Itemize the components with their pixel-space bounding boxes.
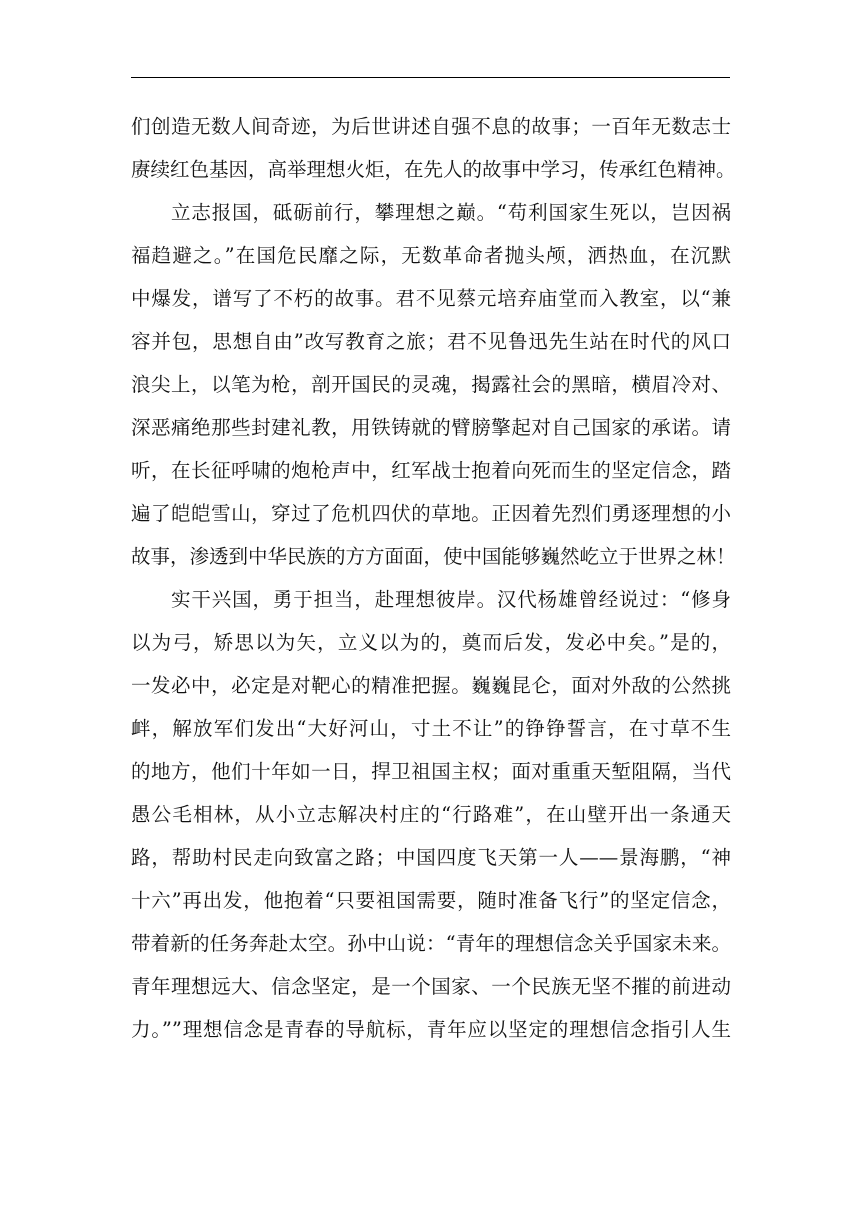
text-line: 一发必中，必定是对靶心的精准把握。巍巍昆仑，面对外敌的公然挑 [131,674,731,697]
text-line: 中爆发，谱写了不朽的故事。君不见蔡元培弃庙堂而入教室，以“兼 [131,287,731,310]
text-line: 听，在长征呼啸的炮枪声中，红军战士抱着向死而生的坚定信念，踏 [131,459,731,482]
text-line: 们创造无数人间奇迹，为后世讲述自强不息的故事；一百年无数志士 [131,115,731,138]
text-line: 故事，渗透到中华民族的方方面面，使中国能够巍然屹立于世界之林！ [131,545,736,568]
text-line: 路，帮助村民走向致富之路；中国四度飞天第一人——景海鹏，“神 [131,846,731,869]
text-line: 十六”再出发，他抱着“只要祖国需要，随时准备飞行”的坚定信念， [131,889,731,912]
text-line: 深恶痛绝那些封建礼教，用铁铸就的臂膀擎起对自己国家的承诺。请 [131,416,731,439]
text-line: 衅，解放军们发出“大好河山，寸土不让”的铮铮誓言，在寸草不生 [131,717,731,740]
text-line: 遍了皑皑雪山，穿过了危机四伏的草地。正因着先烈们勇逐理想的小 [131,502,731,525]
text-line: 青年理想远大、信念坚定，是一个国家、一个民族无坚不摧的前进动 [131,975,731,998]
header-rule [131,77,730,78]
text-line: 愚公毛相林，从小立志解决村庄的“行路难”，在山壁开出一条通天 [131,803,731,826]
text-line: 福趋避之。”在国危民靡之际，无数革命者抛头颅，洒热血，在沉默 [131,244,731,267]
text-line: 带着新的任务奔赴太空。孙中山说：“青年的理想信念关乎国家未来。 [131,932,731,955]
text-line: 赓续红色基因，高举理想火炬，在先人的故事中学习，传承红色精神。 [131,158,736,181]
paragraph-start-line: 立志报国，砥砺前行，攀理想之巅。“苟利国家生死以，岂因祸 [171,201,731,224]
paragraph-start-line: 实干兴国，勇于担当，赴理想彼岸。汉代杨雄曾经说过：“修身 [171,588,731,611]
text-line: 容并包，思想自由”改写教育之旅；君不见鲁迅先生站在时代的风口 [131,330,731,353]
text-line: 的地方，他们十年如一日，捍卫祖国主权；面对重重天堑阻隔，当代 [131,760,731,783]
text-line: 力。””理想信念是青春的导航标，青年应以坚定的理想信念指引人生 [131,1018,731,1041]
text-line: 以为弓，矫思以为矢，立义以为的，奠而后发，发必中矣。”是的， [131,631,731,654]
text-line: 浪尖上，以笔为枪，剖开国民的灵魂，揭露社会的黑暗，横眉冷对、 [131,373,731,396]
